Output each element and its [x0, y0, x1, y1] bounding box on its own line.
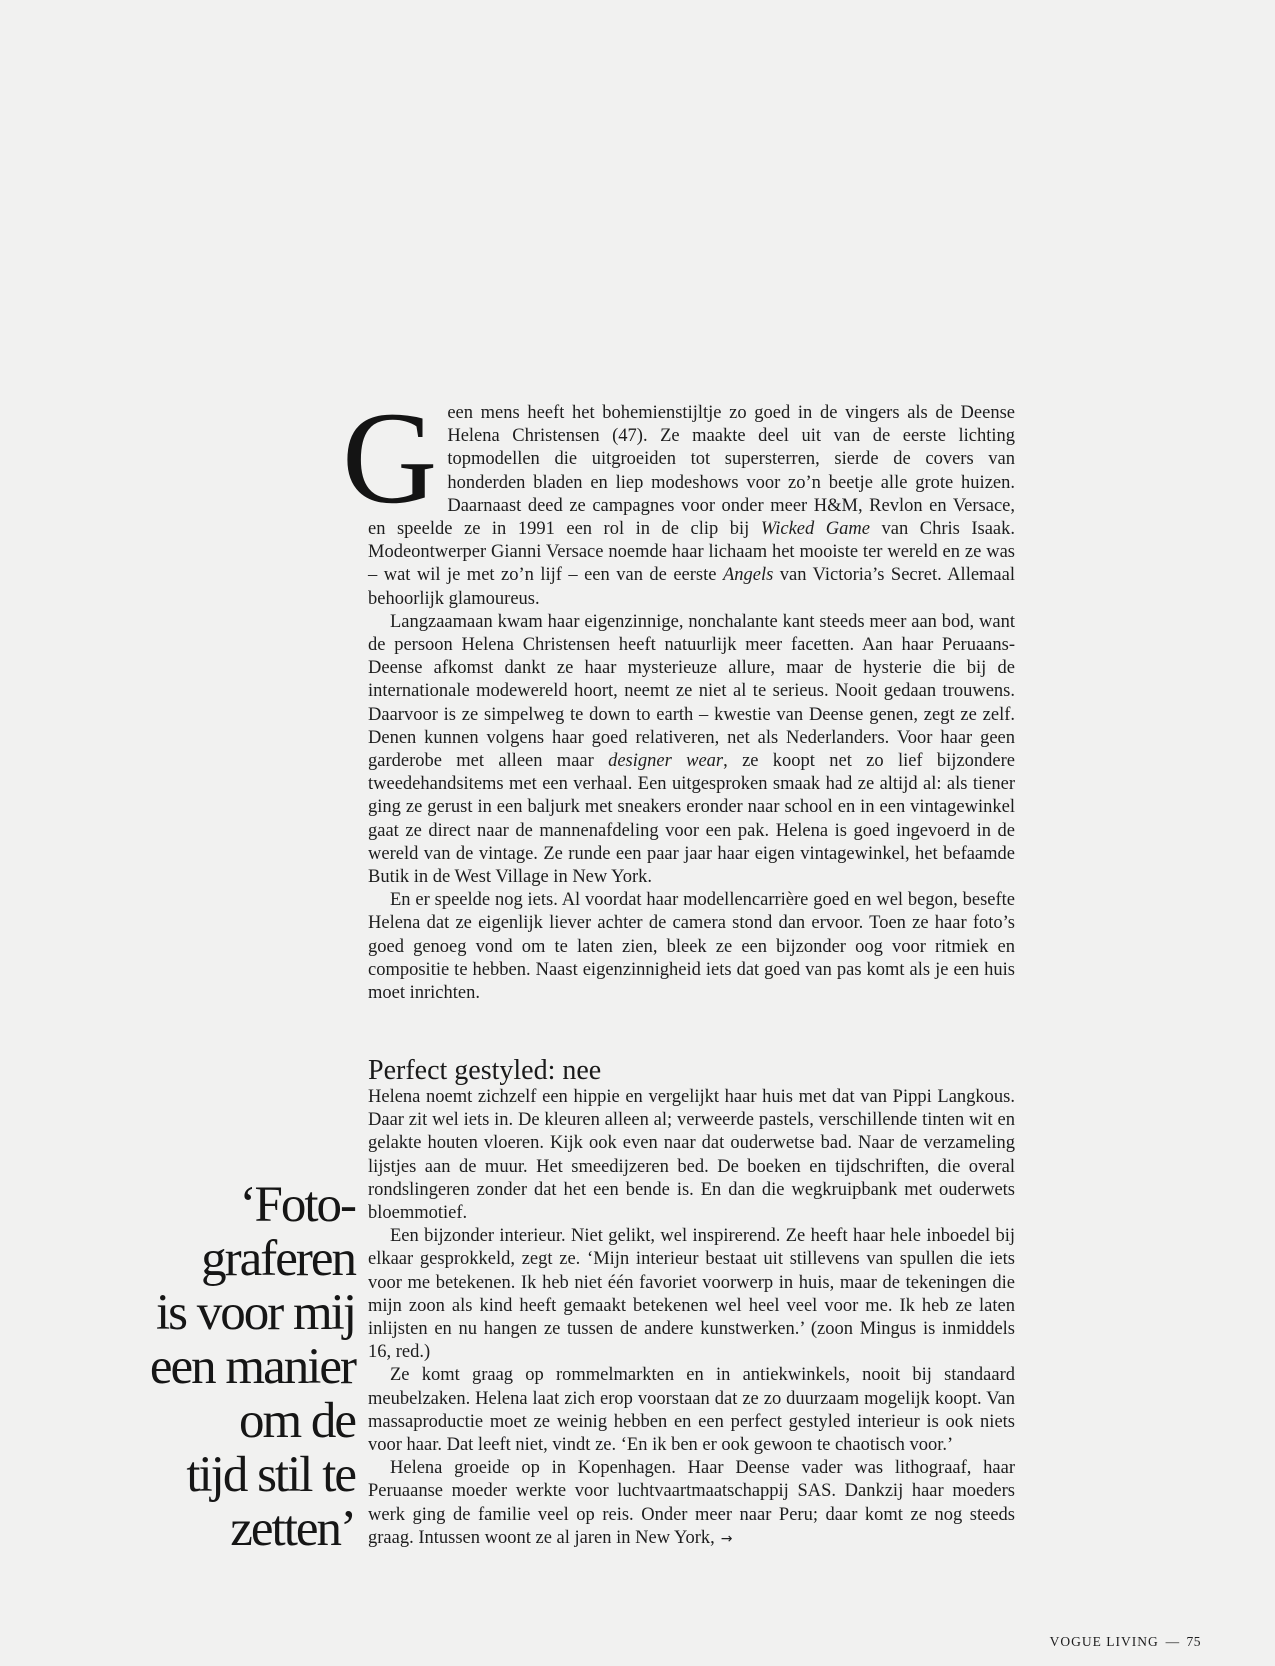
- intro-paragraph-2: Langzaamaan kwam haar eigenzinnige, nonchalante kant steeds meer aan bod, want de persoon Helena Christensen heeft natuurlijk meer facetten. Aan haar Peruaans-Deense afkomst dankt ze haar mysterieuze allure, maar de hysterie die bij de internationale modewereld hoort, neemt ze niet al te serieus. Nooit gedaan trouwens. Daarvoor is ze simpelweg te down to earth – kwestie van Deense genen, zegt ze zelf. Denen kunnen volgens haar goed relativeren, net als Nederlanders. Voor haar geen garderobe met alleen maar designer wear, ze koopt net zo lief bijzondere tweedehandsitems met een verhaal. Een uitgesproken smaak had ze altijd al: als tiener ging ze gerust in een baljurk met sneakers eronder naar school en in een vintagewinkel gaat ze direct naar de mannenafdeling voor een pak. Helena is goed ingevoerd in de wereld van de vintage. Ze runde een paar jaar haar eigen vintagewinkel, het befaamde Butik in de West Village in New York.: [368, 611, 1015, 888]
- page-footer: [1050, 1634, 1201, 1650]
- pull-quote-line: graferen: [201, 1231, 355, 1287]
- pull-quote-line: om de: [238, 1393, 355, 1449]
- continue-arrow-icon: →: [720, 1530, 733, 1547]
- pull-quote-line: ‘Foto-: [239, 1177, 355, 1233]
- pull-quote-line: zetten’: [230, 1501, 355, 1557]
- pull-quote-line: tijd stil te: [186, 1447, 355, 1503]
- article-section: [368, 1056, 1015, 1551]
- intro-paragraph-1: Geen mens heeft het bohemienstijltje zo goed in de vingers als de Deense Helena Christensen (47). Ze maakte deel uit van de eerste lichting topmodellen die uitgroeiden tot supersterren, sierde de covers van honderden bladen en liep modeshows voor zo’n beetje alle grote huizen. Daarnaast deed ze campagnes voor onder meer H&M, Revlon en Versace, en speelde ze in 1991 een rol in de clip bij Wicked Game van Chris Isaak. Modeontwerper Gianni Versace noemde haar lichaam het mooiste ter wereld en ze was – wat wil je met zo’n lijf – een van de eerste Angels van Victoria’s Secret. Allemaal behoorlijk glamoureus.: [342, 384, 1015, 609]
- pull-quote-line: een manier: [149, 1339, 355, 1395]
- section-paragraph-3: Ze komt graag op rommelmarkten en in antiekwinkels, nooit bij standaard meubelzaken. Helena laat zich erop voorstaan dat ze zo duurzaam mogelijk koopt. Van massaproductie moet ze weinig hebben en een perfect gestyled interieur is ook niets voor haar. Dat leeft niet, vindt ze. ‘En ik ben er ook gewoon te chaotisch voor.’: [368, 1365, 1015, 1456]
- magazine-brand: VOGUE LIVING: [1049, 1634, 1159, 1649]
- intro-paragraph-3: En er speelde nog iets. Al voordat haar modellencarrière goed en wel begon, besefte Helena dat ze eigenlijk liever achter de camera stond dan ervoor. Toen ze haar foto’s goed genoeg vond om te laten zien, bleek ze een bijzonder oog voor ritmiek en compositie te hebben. Naast eigenzinnigheid iets dat goed van pas komt als je een huis moet inrichten.: [368, 890, 1015, 1004]
- footer-dash: —: [1165, 1634, 1180, 1649]
- pull-quote: [80, 1178, 355, 1556]
- section-paragraph-1: Helena noemt zichzelf een hippie en vergelijkt haar huis met dat van Pippi Langkous. Daar zit wel iets in. De kleuren alleen al; verweerde pastels, verschillende tinten wit en gelakte houten vloeren. Kijk ook even naar dat ouderwetse bad. Naar de verzameling lijstjes aan de muur. Het smeedijzeren bed. De boeken en tijdschriften, die overal rondslingeren zonder dat het een bende is. En dan die wegkruipbank met ouderwets bloemmotief.: [368, 1087, 1015, 1224]
- pull-quote-line: is voor mij: [155, 1285, 355, 1341]
- section-subheading: Perfect gestyled: nee: [368, 1055, 602, 1086]
- page-number: 75: [1186, 1634, 1201, 1649]
- drop-cap: G: [342, 384, 438, 531]
- section-paragraph-2: Een bijzonder interieur. Niet gelikt, wel inspirerend. Ze heeft haar hele inboedel bij elkaar gesprokkeld, zegt ze. ‘Mijn interieur bestaat uit stillevens van spullen die iets voor me betekenen. Ik heb niet één favoriet voorwerp in huis, maar de tekeningen die mijn zoon als kind heeft gemaakt betekenen wel heel veel voor me. Ik heb ze laten inlijsten en nu hangen ze tussen de andere kunstwerken.’ (zoon Mingus is inmiddels 16, red.): [368, 1226, 1015, 1363]
- section-paragraph-4: Helena groeide op in Kopenhagen. Haar Deense vader was lithograaf, haar Peruaanse moeder werkte voor luchtvaartmaatschappij SAS. Dankzij haar moeders werk ging de familie veel op reis. Onder meer naar Peru; daar komt ze nog steeds graag. Intussen woont ze al jaren in New York, →: [368, 1458, 1015, 1548]
- article-intro: [342, 384, 1015, 1005]
